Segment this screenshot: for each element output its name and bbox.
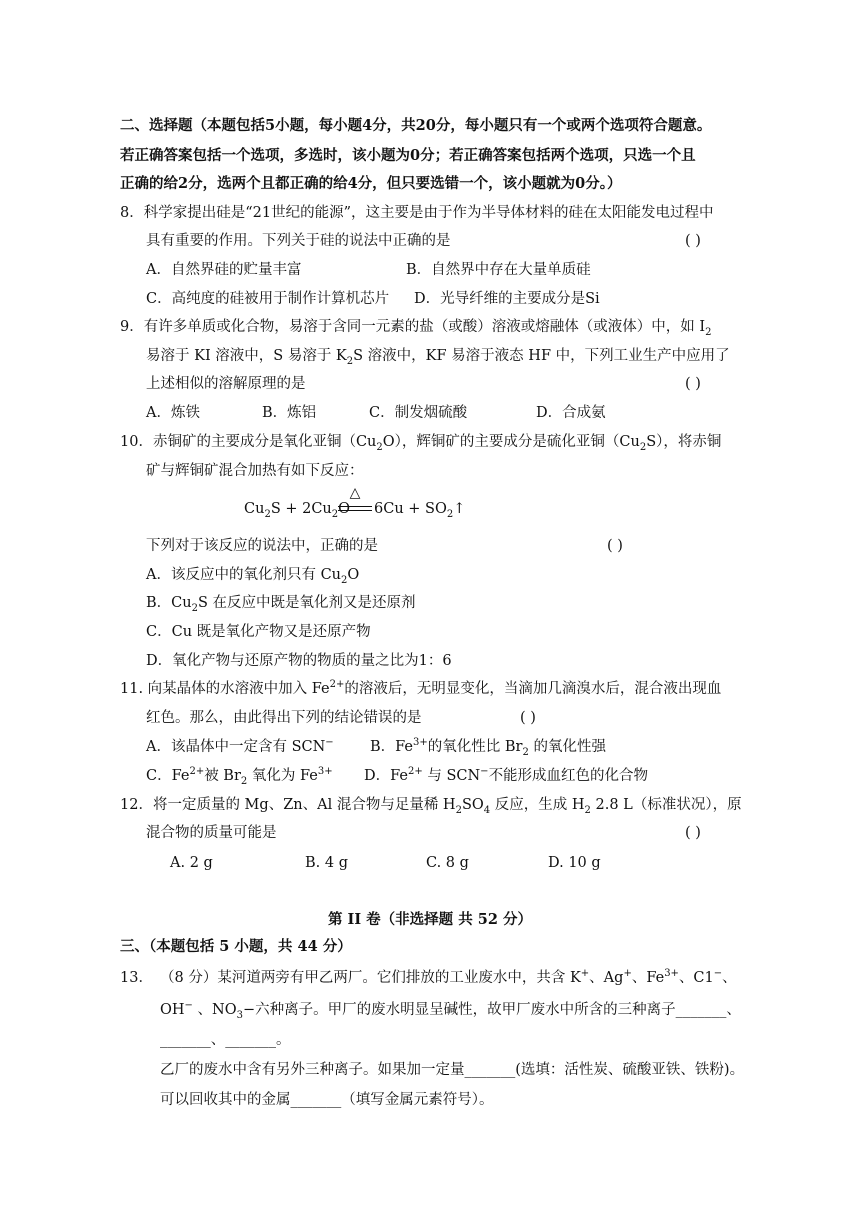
q10-equation-bar-bottom	[338, 510, 372, 511]
q10-option-a: A．该反应中的氧化剂只有 $Cu_2O$	[146, 567, 360, 586]
q13-line5: 可以回收其中的金属_______（填写金属元素符号）。	[160, 1092, 494, 1108]
q11-option-a: A．该晶体中一定含有 SCN−	[146, 737, 334, 755]
q10-line2: 矿与辉铜矿混合加热有如下反应：	[146, 463, 364, 479]
q13-line2: OH− 、$NO_3-$六种离子。甲厂的废水明显呈碱性，故甲厂废水中所含的三种离子_______、	[160, 1000, 741, 1021]
q10-stem: 下列对于该反应的说法中，正确的是	[146, 538, 378, 554]
part2-title: 第 II 卷（非选择题 共 52 分）	[328, 911, 532, 928]
q11-line2: 红色。那么，由此得出下列的结论错误的是	[146, 710, 422, 726]
section2-header-line1: 二、选择题（本题包括5小题，每小题4分，共20分，每小题只有一个或两个选项符合题意。	[120, 117, 712, 134]
q13-line1: （8 分）某河道两旁有甲乙两厂。它们排放的工业废水中，共含 K+、Ag+、$Fe^{3+}$、C1−、	[160, 968, 737, 986]
q10-option-d: D．氧化产物与还原产物的物质的量之比为1：6	[146, 653, 452, 669]
q10-equation-right: $6Cu + SO_2↑$	[374, 501, 466, 520]
q13-blank-1: _______	[675, 1002, 727, 1018]
q8-option-c: C．高纯度的硅被用于制作计算机芯片	[146, 291, 390, 307]
q12-option-d: D. 10 g	[548, 855, 601, 871]
section3-header: 三、（本题包括 5 小题，共 44 分）	[120, 938, 352, 955]
q10-option-c: C．Cu 既是氧化产物又是还原产物	[146, 624, 371, 640]
q12-line2: 混合物的质量可能是	[146, 825, 277, 841]
q9-option-d: D．合成氨	[536, 405, 606, 421]
q9-line2: 易溶于 KI 溶液中，S 易溶于 $K_2S$ 溶液中，KF 易溶于液态 HF 中，下列工业生产中应用了	[146, 348, 730, 367]
q8-answer-paren: ( )	[685, 233, 701, 249]
q8-line2: 具有重要的作用。下列关于硅的说法中正确的是	[146, 233, 451, 249]
q8-option-b: B．自然界中存在大量单质硅	[406, 262, 591, 278]
q11-answer-paren: ( )	[520, 710, 536, 726]
q9-answer-paren: ( )	[685, 376, 701, 392]
q13-blank-3: _______	[225, 1032, 276, 1048]
q11-line1: 11. 向某晶体的水溶液中加入 $Fe^{2+}$的溶液后，无明显变化，当滴加几滴溴水后，混合液出现血	[120, 679, 722, 697]
q11-option-c: C．$Fe^{2+}$被 $Br_2$ 氧化为 $Fe^{3+}$	[146, 766, 333, 787]
q9-option-c: C．制发烟硫酸	[369, 405, 468, 421]
q9-option-a: A．炼铁	[146, 405, 200, 421]
q12-line1: 12．将一定质量的 Mg、Zn、Al 混合物与足量稀 $H_2SO_4$ 反应，生成 $H_2$ 2.8 L（标准状况），原	[120, 797, 742, 816]
q12-option-b: B. 4 g	[305, 855, 348, 871]
q12-answer-paren: ( )	[685, 825, 701, 841]
q13-blank-4: _______	[464, 1062, 516, 1078]
q9-line3: 上述相似的溶解原理的是	[146, 376, 306, 392]
q13-line4: 乙厂的废水中含有另外三种离子。如果加一定量_______(选填：活性炭、硫酸亚铁、铁粉)。	[160, 1062, 745, 1078]
q11-option-b: B．$Fe^{3+}$的氧化性比 $Br_2$ 的氧化性强	[370, 737, 606, 758]
q12-option-c: C. 8 g	[426, 855, 469, 871]
q13-number: 13．	[120, 970, 153, 986]
section2-header-line3: 正确的给2分，选两个且都正确的给4分，但只要选错一个，该小题就为0分。）	[120, 175, 622, 192]
q9-line1: 9．有许多单质或化合物，易溶于含同一元素的盐（或酸）溶液或熔融体（或液体）中，如 $I_2$	[120, 319, 712, 338]
q9-option-b: B．炼铝	[262, 405, 317, 421]
q10-equation-bar-top	[338, 506, 372, 507]
q13-line3: _______、_______。	[160, 1032, 291, 1048]
q8-line1: 8．科学家提出硅是“21世纪的能源”，这主要是由于作为半导体材料的硅在太阳能发电过程中	[120, 205, 714, 221]
section2-header-line2: 若正确答案包括一个选项，多选时，该小题为0分；若正确答案包括两个选项，只选一个且	[120, 147, 696, 164]
q13-blank-2: _______	[160, 1032, 211, 1048]
q10-line1: 10．赤铜矿的主要成分是氧化亚铜$(Cu_2O)$，辉铜矿的主要成分是硫化亚铜$(Cu_2S)$，将赤铜	[120, 434, 722, 453]
q10-equation-left: $Cu_2S + 2Cu_2O$	[244, 501, 351, 520]
q10-answer-paren: ( )	[607, 538, 623, 554]
q8-option-a: A．自然界硅的贮量丰富	[146, 262, 302, 278]
q11-option-d: D．$Fe^{2+}$ 与 SCN−不能形成血红色的化合物	[364, 766, 649, 784]
q8-option-d: D．光导纤维的主要成分是Si	[414, 291, 600, 307]
q10-heat-symbol: △	[349, 485, 361, 501]
q13-blank-5: _______	[290, 1092, 342, 1108]
q10-option-b: B．$Cu_2S$ 在反应中既是氧化剂又是还原剂	[146, 595, 416, 614]
q12-option-a: A. 2 g	[170, 855, 213, 871]
